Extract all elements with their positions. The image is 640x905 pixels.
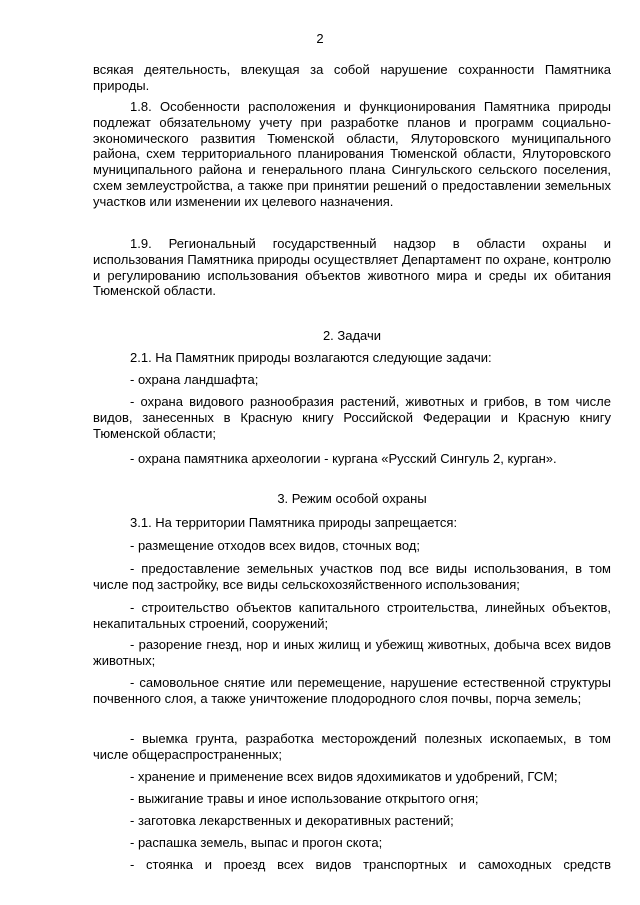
list-item: - заготовка лекарственных и декоративных растений; xyxy=(130,813,454,828)
section-3-intro: 3.1. На территории Памятника природы запрещается: xyxy=(130,515,458,530)
list-item: - охрана памятника археологии - кургана «Русский Сингуль 2, курган». xyxy=(130,451,557,466)
list-item: - строительство объектов капитального строительства, линейных объектов, некапитальных строений, сооружений; xyxy=(93,600,611,631)
list-item: - охрана ландшафта; xyxy=(130,372,259,387)
list-item: - самовольное снятие или перемещение, нарушение естественной структуры почвенного слоя, а также уничтожение плодородного слоя почвы, порча земель; xyxy=(93,675,611,706)
list-item: - предоставление земельных участков под все виды использования, в том числе под застройку, все виды сельскохозяйственного использования; xyxy=(93,561,611,592)
paragraph-1-9: 1.9. Региональный государственный надзор в области охраны и использования Памятника природы осуществляет Департамент по охране, контролю и регулированию использования объектов животного мира и среды их обитания Тюменской области. xyxy=(93,236,611,299)
section-heading-protection-regime: 3. Режим особой охраны xyxy=(277,491,427,506)
list-item: - распашка земель, выпас и прогон скота; xyxy=(130,835,383,850)
paragraph-1-8: 1.8. Особенности расположения и функционирования Памятника природы подлежат обязательному учету при разработке планов и программ социально-экономического развития Тюменской области, Ялуторовского муниципального района, схем территориального планирования Тюменской области, Ялуторовского муниципального района и генерального плана Сингульского сельского поселения, схем землеустройства, а также при принятии решений о предоставлении земельных участков или изменении их целевого назначения. xyxy=(93,99,611,209)
section-2-intro: 2.1. На Памятник природы возлагаются следующие задачи: xyxy=(130,350,492,365)
section-heading-tasks: 2. Задачи xyxy=(322,328,382,343)
paragraph-continuation: всякая деятельность, влекущая за собой нарушение сохранности Памятника природы. xyxy=(93,62,611,93)
list-item: - стоянка и проезд всех видов транспортных и самоходных средств xyxy=(130,857,611,872)
list-item: - хранение и применение всех видов ядохимикатов и удобрений, ГСМ; xyxy=(130,769,558,784)
list-item: - размещение отходов всех видов, сточных вод; xyxy=(130,538,420,553)
list-item: - охрана видового разнообразия растений, животных и грибов, в том числе видов, занесенных в Красную книгу Российской Федерации и Красную книгу Тюменской области; xyxy=(93,394,611,441)
list-item: - разорение гнезд, нор и иных жилищ и убежищ животных, добыча всех видов животных; xyxy=(93,637,611,668)
list-item: - выжигание травы и иное использование открытого огня; xyxy=(130,791,479,806)
list-item: - выемка грунта, разработка месторождений полезных ископаемых, в том числе общераспространенных; xyxy=(93,731,611,762)
page-number: 2 xyxy=(316,31,324,46)
